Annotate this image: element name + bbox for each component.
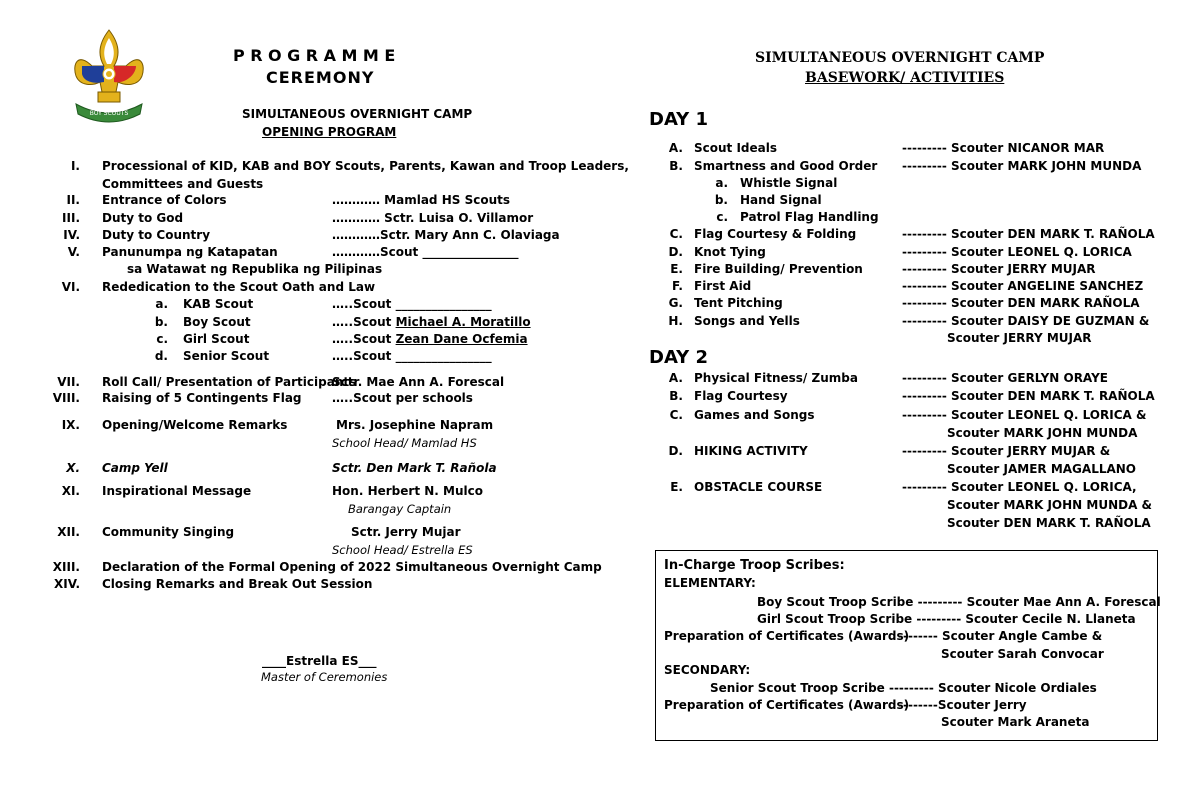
activity-scouter: --------- Scouter NICANOR MAR [902,141,1105,155]
activity-scouter: --------- Scouter JERRY MUJAR & [902,444,1111,458]
activity-letter: D. [668,444,683,458]
activity-scouter-cont: Scouter JAMER MAGALLANO [947,462,1137,476]
activity-text: Knot Tying [694,245,766,259]
item-text: Declaration of the Formal Opening of 2022 Simultaneous Overnight Camp [102,560,602,574]
sub-activity-letter: c. [716,210,728,224]
activity-scouter: --------- Scouter DEN MARK T. RAÑOLA [902,227,1155,241]
item-number: I. [70,159,80,173]
activity-scouter: --------- Scouter LEONEL Q. LORICA, [902,480,1137,494]
activity-scouter: --------- Scouter LEONEL Q. LORICA & [902,408,1147,422]
activity-text: Fire Building/ Prevention [694,262,863,276]
activity-letter: E. [670,262,683,276]
page-title: PROGRAMME [233,46,401,65]
elementary-label: ELEMENTARY: [664,576,756,590]
mc-name: ____Estrella ES___ [262,654,377,668]
scribe-line: -------- Scouter Angle Cambe & [898,629,1103,643]
item-number: X. [66,461,80,475]
oath-text: KAB Scout [183,297,254,311]
activity-text: Scout Ideals [694,141,778,155]
item-assignee: Mrs. Josephine Napram [336,418,494,432]
scribe-line: Girl Scout Troop Scribe --------- Scouter Cecile N. Llaneta [757,612,1136,626]
page-subtitle: CEREMONY [266,68,375,87]
item-text: Processional of KID, KAB and BOY Scouts, Parents, Kawan and Troop Leaders, [102,159,629,173]
oath-letter: b. [154,315,168,329]
item-number: XI. [61,484,80,498]
activity-text: OBSTACLE COURSE [694,480,823,494]
item-text: Raising of 5 Contingents Flag [102,391,302,405]
activity-text: First Aid [694,279,752,293]
sub-activity-letter: b. [714,193,728,207]
sub-activity-letter: a. [715,176,728,190]
activity-scouter: --------- Scouter DEN MARK RAÑOLA [902,296,1140,310]
item-assignee: …………Sctr. Mary Ann C. Olaviaga [332,228,560,242]
item-text-cont: sa Watawat ng Republika ng Pilipinas [127,262,383,276]
box-title: In-Charge Troop Scribes: [664,558,845,573]
item-text: Panunumpa ng Katapatan [102,245,278,259]
activity-letter: B. [669,389,683,403]
item-text-cont: Committees and Guests [102,177,264,191]
item-text: Inspirational Message [102,484,252,498]
item-text: Closing Remarks and Break Out Session [102,577,373,591]
secondary-label: SECONDARY: [664,663,751,677]
oath-assignee: …..Scout ________________ [332,297,492,311]
oath-text: Boy Scout [183,315,251,329]
activity-text: HIKING ACTIVITY [694,444,808,458]
activity-letter: C. [669,227,683,241]
oath-assignee: …..Scout Michael A. Moratillo [332,315,531,329]
activity-text: Tent Pitching [694,296,783,310]
item-assignee-role: School Head/ Estrella ES [332,543,473,557]
activity-text: Flag Courtesy & Folding [694,227,857,241]
item-number: XIII. [52,560,80,574]
activity-letter: G. [668,296,683,310]
boy-scouts-logo [68,26,150,126]
scribe-line: --------Scouter Jerry [898,698,1027,712]
activity-text: Physical Fitness/ Zumba [694,371,858,385]
sub-activity-text: Whistle Signal [740,176,838,190]
item-text: Roll Call/ Presentation of Participants [102,375,357,389]
activity-text: Flag Courtesy [694,389,788,403]
item-assignee: ………… Sctr. Luisa O. Villamor [332,211,534,225]
day1-heading: DAY 1 [649,109,708,130]
item-number: V. [67,245,80,259]
activity-scouter-cont: Scouter DEN MARK T. RAÑOLA [947,516,1151,530]
item-text: Community Singing [102,525,235,539]
oath-letter: c. [156,332,168,346]
activities-title: BASEWORK/ ACTIVITIES [805,70,1005,86]
activity-letter: C. [669,408,683,422]
scribe-line: Preparation of Certificates (Awards) [664,698,910,712]
activity-scouter-cont: Scouter MARK JOHN MUNDA & [947,498,1153,512]
activity-letter: D. [668,245,683,259]
activity-letter: A. [668,141,683,155]
sub-activity-text: Patrol Flag Handling [740,210,879,224]
item-assignee: Sctr. Mae Ann A. Forescal [332,375,505,389]
item-assignee: …………Scout ________________ [332,245,519,259]
item-assignee: ………… Mamlad HS Scouts [332,193,510,207]
item-number: III. [62,211,80,225]
activity-scouter: --------- Scouter MARK JOHN MUNDA [902,159,1142,173]
mc-role: Master of Ceremonies [261,670,388,684]
oath-letter: a. [155,297,168,311]
scribe-line: Scouter Sarah Convocar [941,647,1104,661]
activity-text: Songs and Yells [694,314,800,328]
activity-text: Smartness and Good Order [694,159,878,173]
item-text: Rededication to the Scout Oath and Law [102,280,376,294]
activity-scouter-cont: Scouter MARK JOHN MUNDA [947,426,1138,440]
scribe-line: Preparation of Certificates (Awards) [664,629,910,643]
activity-scouter: --------- Scouter LEONEL Q. LORICA [902,245,1132,259]
item-number: VII. [57,375,80,389]
item-assignee-role: Barangay Captain [348,502,452,516]
activity-letter: E. [670,480,683,494]
item-number: VIII. [52,391,80,405]
item-number: IV. [63,228,80,242]
activity-text: Games and Songs [694,408,815,422]
item-number: XIV. [53,577,80,591]
svg-text:BOY SCOUTS: BOY SCOUTS [89,110,129,117]
item-assignee: Sctr. Den Mark T. Rañola [332,461,497,475]
item-text: Duty to God [102,211,184,225]
oath-text: Girl Scout [183,332,250,346]
activity-letter: B. [669,159,683,173]
item-number: IX. [61,418,80,432]
sub-activity-text: Hand Signal [740,193,822,207]
item-text: Camp Yell [102,461,168,475]
item-assignee: Hon. Herbert N. Mulco [332,484,483,498]
item-text: Entrance of Colors [102,193,227,207]
activity-scouter: --------- Scouter DEN MARK T. RAÑOLA [902,389,1155,403]
item-text: Duty to Country [102,228,211,242]
item-number: II. [66,193,80,207]
activity-letter: F. [672,279,683,293]
oath-assignee: …..Scout Zean Dane Ocfemia [332,332,528,346]
item-assignee-role: School Head/ Mamlad HS [332,436,477,450]
item-number: VI. [61,280,80,294]
item-assignee: Sctr. Jerry Mujar [351,525,461,539]
activity-scouter: --------- Scouter DAISY DE GUZMAN & [902,314,1150,328]
camp-title: SIMULTANEOUS OVERNIGHT CAMP [242,107,473,121]
oath-letter: d. [154,349,168,363]
oath-assignee: …..Scout ________________ [332,349,492,363]
activities-camp-title: SIMULTANEOUS OVERNIGHT CAMP [755,50,1045,66]
activity-scouter: --------- Scouter ANGELINE SANCHEZ [902,279,1144,293]
scribe-line: Scouter Mark Araneta [941,715,1090,729]
activity-scouter: --------- Scouter GERLYN ORAYE [902,371,1108,385]
item-text: Opening/Welcome Remarks [102,418,288,432]
item-number: XII. [57,525,80,539]
activity-scouter: --------- Scouter JERRY MUJAR [902,262,1096,276]
item-assignee: …..Scout per schools [332,391,473,405]
activity-scouter-cont: Scouter JERRY MUJAR [947,331,1092,345]
troop-scribes-box [655,550,1161,741]
program-title: OPENING PROGRAM [262,125,397,139]
activity-letter: A. [668,371,683,385]
scribe-line: Boy Scout Troop Scribe --------- Scouter Mae Ann A. Forescal [757,595,1161,609]
scribe-line: Senior Scout Troop Scribe --------- Scouter Nicole Ordiales [710,681,1097,695]
day2-heading: DAY 2 [649,347,708,368]
oath-text: Senior Scout [183,349,270,363]
activity-letter: H. [668,314,683,328]
